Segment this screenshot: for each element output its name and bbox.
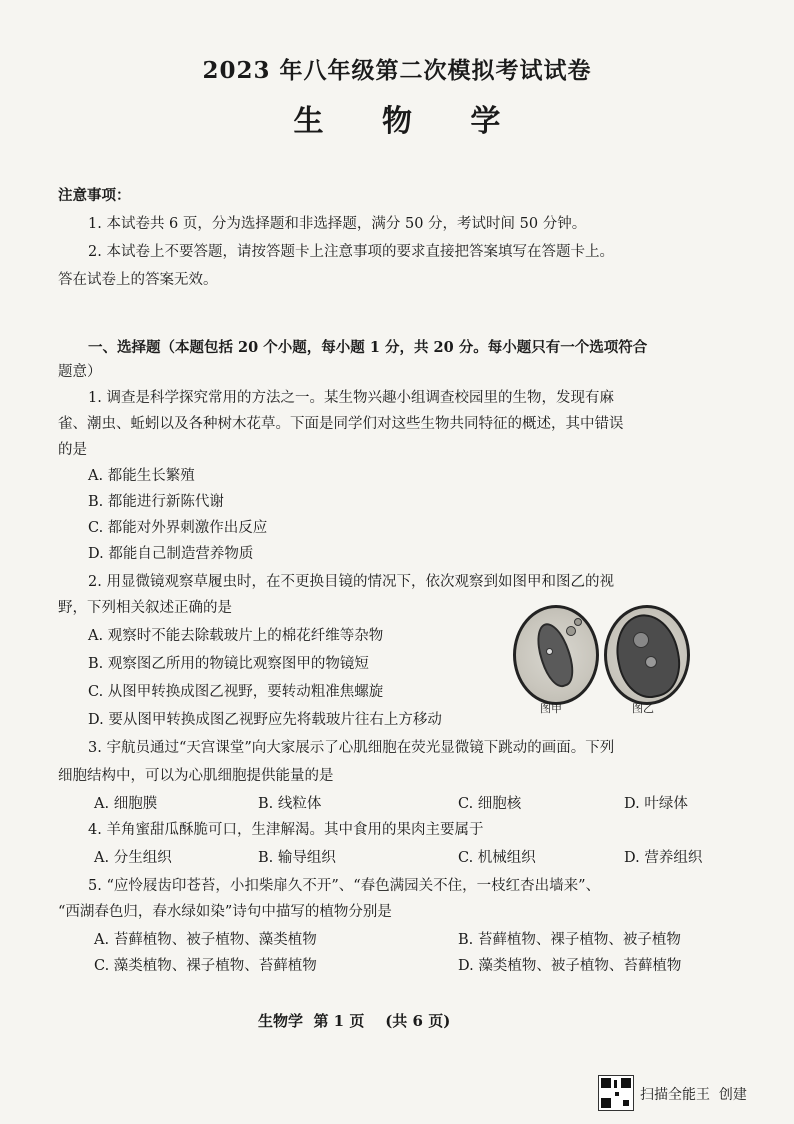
page-number: 生物学 第 1 页 (共 6 页) — [258, 1012, 451, 1030]
q3-stem-line-1: 3. 宇航员通过“天宫课堂”向大家展示了心肌细胞在荧光显微镜下跳动的画面。下列 — [88, 740, 615, 756]
q3-option-d: D. 叶绿体 — [624, 796, 688, 812]
debris-dot — [574, 618, 582, 626]
vacuole-dot — [633, 632, 649, 648]
qr-code-icon — [598, 1075, 634, 1111]
q2-option-b: B. 观察图乙所用的物镜比观察图甲的物镜短 — [88, 656, 369, 672]
subject-title: 生 物 学 — [293, 104, 525, 139]
q1-option-d: D. 都能自己制造营养物质 — [88, 546, 254, 562]
q5-option-a: A. 苔藓植物、被子植物、藻类植物 — [94, 932, 317, 948]
notice-item-2-line-1: 2. 本试卷上不要答题，请按答题卡上注意事项的要求直接把答案填写在答题卡上。 — [88, 244, 614, 260]
q5-stem-line-1: 5. “应怜屐齿印苍苔，小扣柴扉久不开”、“春色满园关不住，一枝红杏出墙来”、 — [88, 878, 601, 894]
q3-option-b: B. 线粒体 — [258, 796, 322, 812]
notice-heading: 注意事项： — [58, 187, 131, 204]
q3-option-c: C. 细胞核 — [458, 796, 522, 812]
vacuole-dot — [546, 648, 553, 655]
q1-stem-line-2: 雀、潮虫、蚯蚓以及各种树木花草。下面是同学们对这些生物共同特征的概述，其中错误 — [58, 416, 624, 432]
q2-option-a: A. 观察时不能去除载玻片上的棉花纤维等杂物 — [88, 628, 384, 644]
q4-option-b: B. 输导组织 — [258, 850, 336, 866]
scanner-watermark: 扫描全能王 创建 — [640, 1087, 747, 1103]
figure-a-label: 图甲 — [540, 702, 562, 715]
q1-option-a: A. 都能生长繁殖 — [88, 468, 195, 484]
q1-stem-line-1: 1. 调查是科学探究常用的方法之一。某生物兴趣小组调查校园里的生物，发现有麻 — [88, 390, 614, 406]
q5-option-b: B. 苔藓植物、裸子植物、被子植物 — [458, 932, 681, 948]
q5-option-d: D. 藻类植物、被子植物、苔藓植物 — [458, 958, 682, 974]
q2-stem-line-2: 野，下列相关叙述正确的是 — [58, 600, 232, 616]
q4-option-d: D. 营养组织 — [624, 850, 703, 866]
notice-item-1: 1. 本试卷共 6 页，分为选择题和非选择题，满分 50 分，考试时间 50 分钟。 — [88, 216, 587, 232]
q5-stem-line-2: “西湖春色归，春水绿如染”诗句中描写的植物分别是 — [58, 904, 392, 920]
q4-option-a: A. 分生组织 — [94, 850, 172, 866]
figure-a-microscope-view — [513, 605, 599, 705]
q2-option-c: C. 从图甲转换成图乙视野，要转动粗准焦螺旋 — [88, 684, 384, 700]
figure-b-microscope-view — [604, 605, 690, 705]
q2-option-d: D. 要从图甲转换成图乙视野应先将载玻片往右上方移动 — [88, 712, 442, 728]
notice-item-2-line-2: 答在试卷上的答案无效。 — [58, 272, 218, 288]
q3-stem-line-2: 细胞结构中，可以为心肌细胞提供能量的是 — [58, 768, 334, 784]
debris-dot — [566, 626, 576, 636]
q1-option-c: C. 都能对外界刺激作出反应 — [88, 520, 268, 536]
q1-option-b: B. 都能进行新陈代谢 — [88, 494, 224, 510]
exam-title: 2023 年八年级第二次模拟考试试卷 — [202, 57, 592, 84]
figure-b-label: 图乙 — [632, 702, 654, 715]
section-1-heading: 一、选择题（本题包括 20 个小题，每小题 1 分，共 20 分。每小题只有一个选项符合 — [88, 339, 648, 356]
q1-stem-line-3: 的是 — [58, 442, 87, 458]
q3-option-a: A. 细胞膜 — [94, 796, 158, 812]
q4-stem: 4. 羊角蜜甜瓜酥脆可口，生津解渴。其中食用的果肉主要属于 — [88, 822, 484, 838]
section-1-heading-line-2: 题意） — [58, 364, 102, 380]
q5-option-c: C. 藻类植物、裸子植物、苔藓植物 — [94, 958, 317, 974]
q2-stem-line-1: 2. 用显微镜观察草履虫时，在不更换目镜的情况下，依次观察到如图甲和图乙的视 — [88, 574, 614, 590]
vacuole-dot — [645, 656, 657, 668]
q4-option-c: C. 机械组织 — [458, 850, 536, 866]
